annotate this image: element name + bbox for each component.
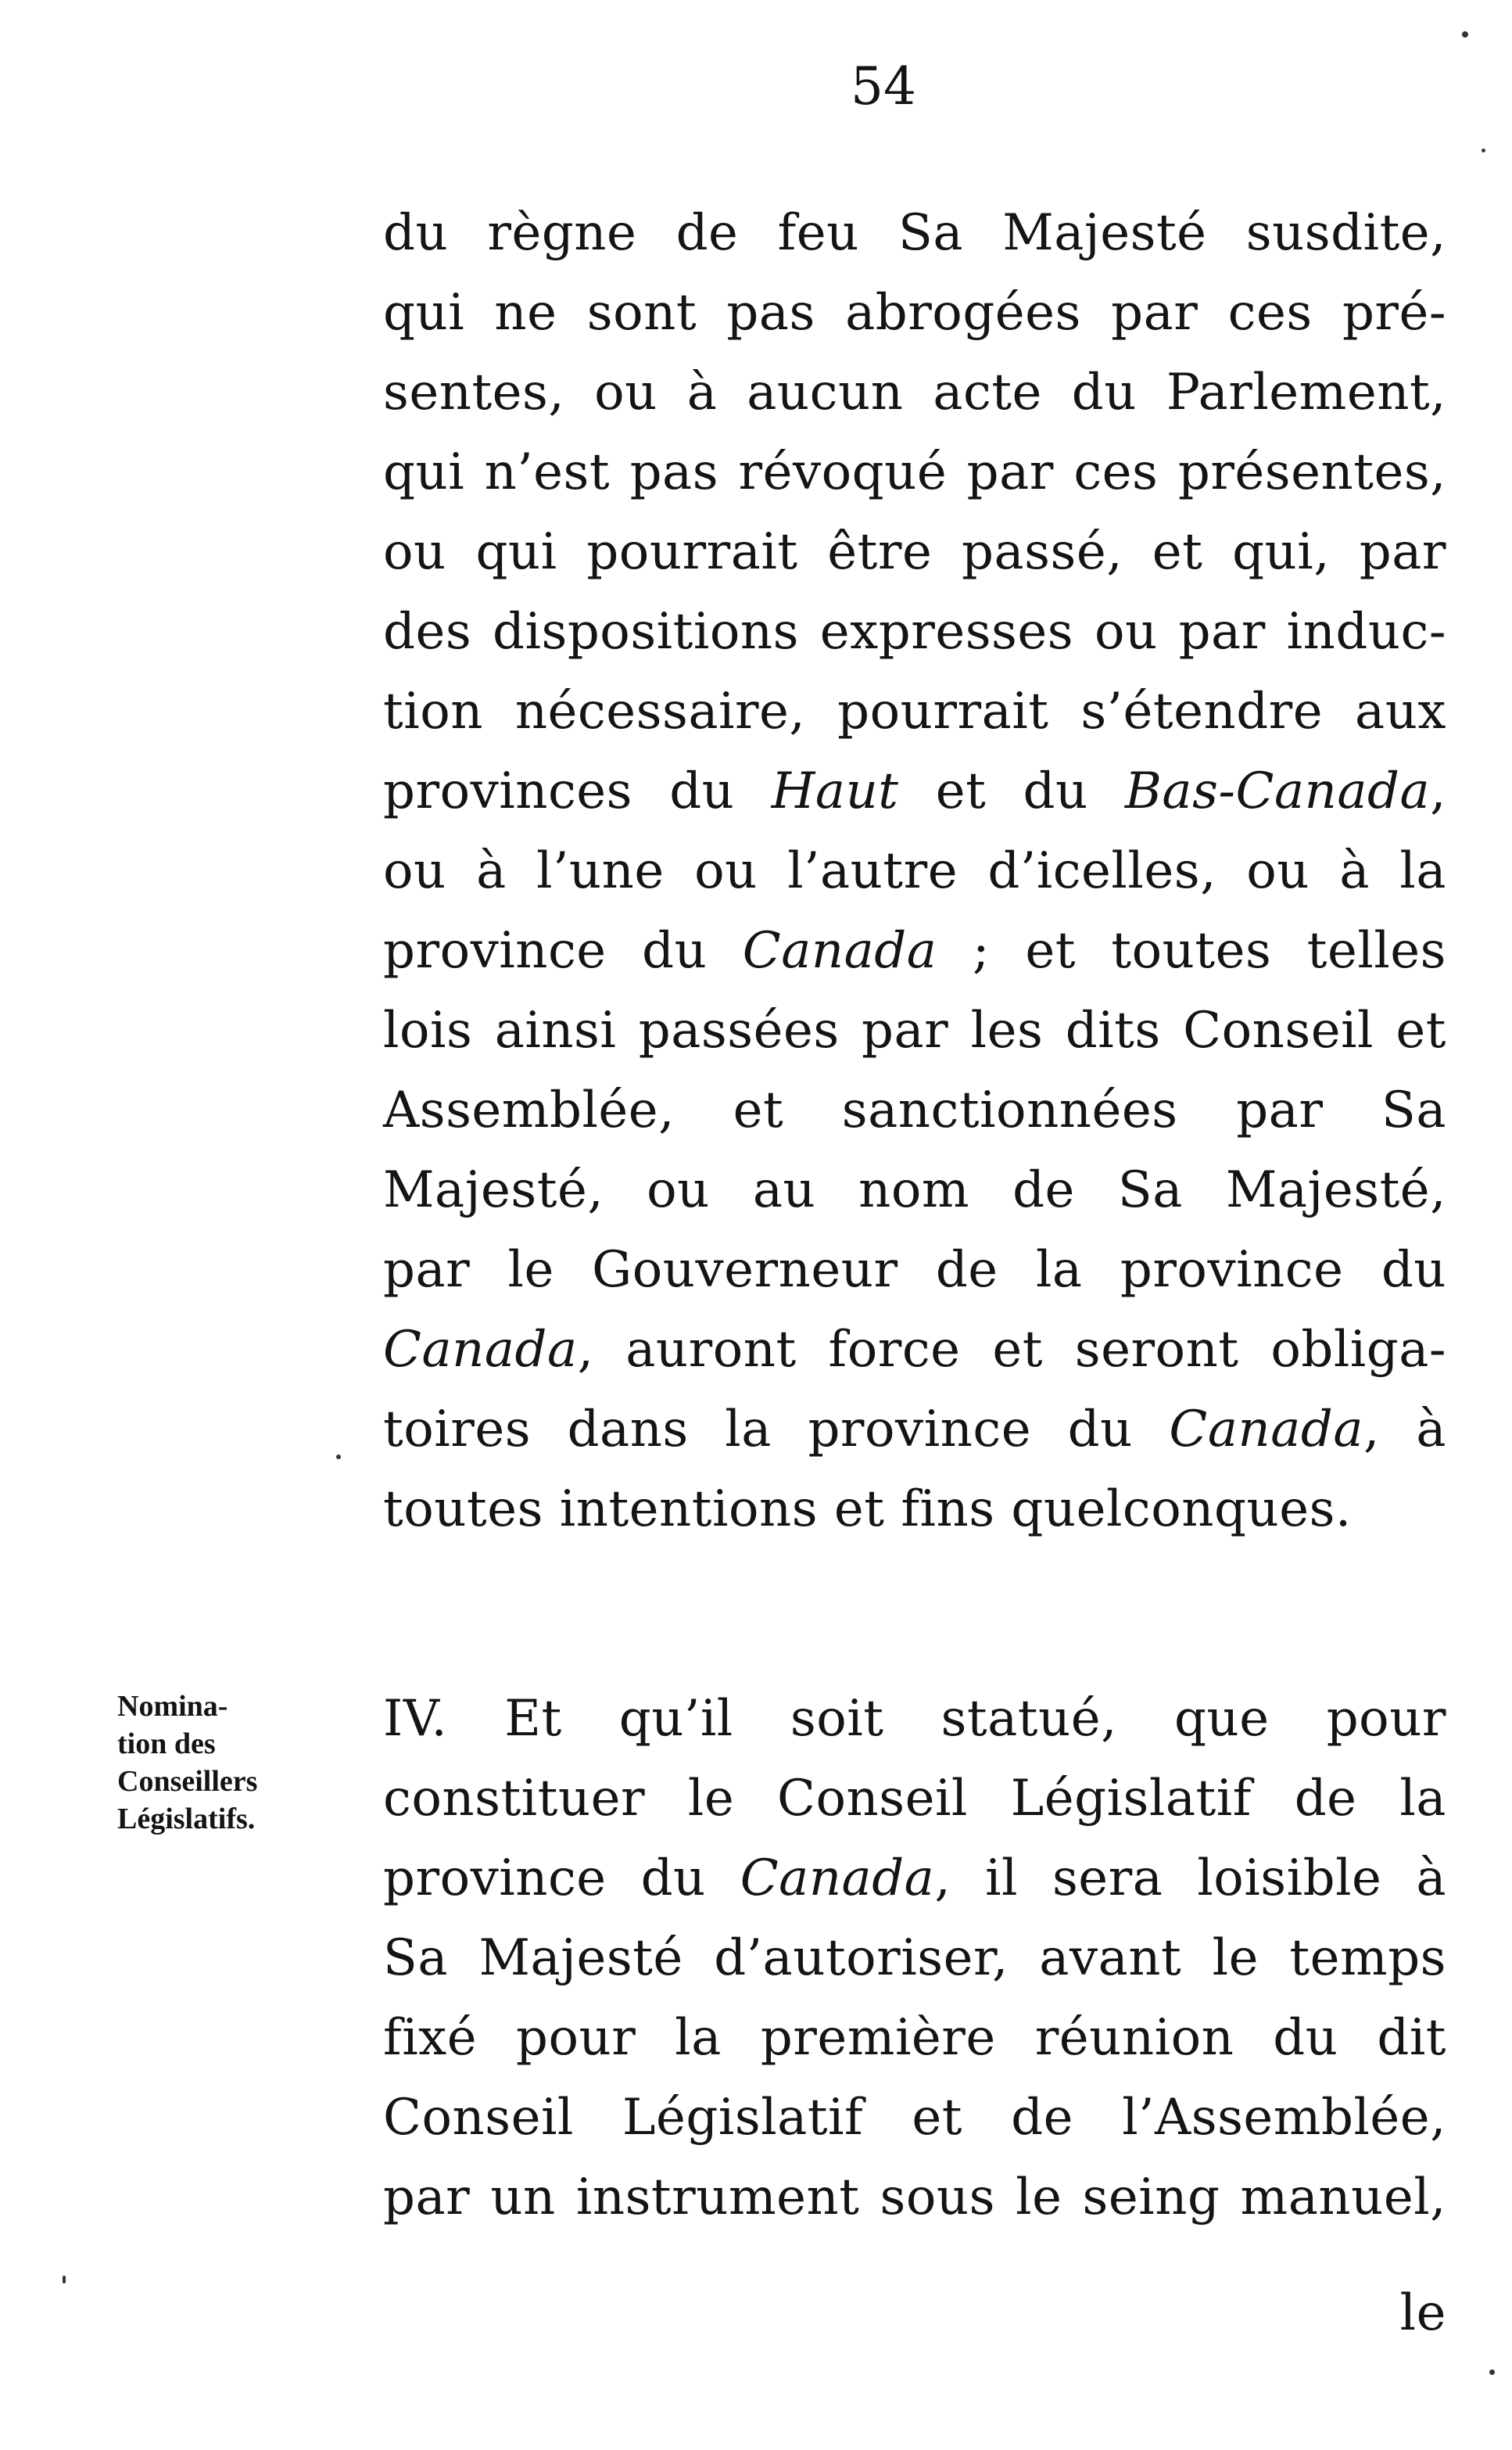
marginal-note-line: Nomina- [117, 1690, 228, 1723]
text-run: , auront force et seront obliga- [577, 1321, 1446, 1379]
text-run: qui n’est pas révoqué par ces présentes, [383, 443, 1446, 501]
text-run: toutes intentions et fins quelconques. [383, 1480, 1352, 1538]
paper-speck [1482, 149, 1485, 152]
text-line [383, 674, 1446, 749]
italic-text: Canada [742, 922, 937, 980]
marginal-note-line: tion des [117, 1727, 216, 1760]
text-line [383, 754, 1446, 829]
text-run: Sa Majesté d’autoriser, avant le temps [383, 1929, 1446, 1987]
text-run: IV. Et qu’il soit statué, que pour [383, 1690, 1446, 1748]
text-line [383, 435, 1446, 510]
paper-speck [63, 2276, 66, 2283]
text-run: toires dans la province du [383, 1401, 1170, 1458]
text-line [383, 1392, 1446, 1467]
text-run: Assemblée, et sanctionnées par Sa [383, 1082, 1446, 1139]
italic-text: Canada [740, 1849, 935, 1907]
text-run: ; et toutes telles [937, 922, 1446, 980]
text-run: , [1430, 762, 1447, 820]
text-run: qui ne sont pas abrogées par ces pré- [383, 284, 1446, 342]
text-line [383, 2160, 1446, 2235]
text-run: et du [898, 762, 1125, 820]
text-line [383, 913, 1446, 988]
text-line [383, 1153, 1446, 1228]
text-line [383, 1232, 1446, 1308]
italic-text: Bas-Canada [1124, 762, 1431, 820]
marginal-note [117, 1688, 383, 1838]
paper-speck [1489, 2369, 1495, 2375]
catchword: le [1399, 2284, 1446, 2342]
text-run: fixé pour la première réunion du dit [383, 2009, 1446, 2067]
text-line [383, 2080, 1446, 2155]
text-line [383, 355, 1446, 430]
text-run: tion nécessaire, pourrait s’étendre aux [383, 683, 1446, 741]
text-run: provinces du [383, 762, 772, 820]
text-line [383, 2000, 1446, 2075]
text-line [383, 275, 1446, 350]
text-line [383, 1312, 1446, 1387]
paper-speck [1462, 31, 1468, 38]
italic-text: Canada [383, 1321, 578, 1379]
text-line [383, 834, 1446, 909]
text-run: par un instrument sous le seing manuel, [383, 2168, 1446, 2226]
marginal-note-line: Conseillers [117, 1765, 258, 1798]
italic-text: Haut [771, 762, 899, 820]
text-run: constituer le Conseil Législatif de la [383, 1770, 1446, 1828]
text-run: , il sera loisible à [934, 1849, 1446, 1907]
text-line [383, 1921, 1446, 1996]
text-line [383, 1073, 1446, 1148]
text-run: , à [1363, 1401, 1446, 1458]
text-line [383, 1681, 1446, 1756]
italic-text: Canada [1169, 1401, 1363, 1458]
text-line [383, 515, 1446, 590]
text-run: Majesté, ou au nom de Sa Majesté, [383, 1161, 1446, 1219]
page-number: 54 [851, 56, 916, 117]
marginal-note-line: Législatifs. [117, 1803, 256, 1835]
text-run: ou à l’une ou l’autre d’icelles, ou à la [383, 842, 1446, 900]
text-run: par le Gouverneur de la province du [383, 1241, 1446, 1299]
text-line [383, 993, 1446, 1068]
text-run: ou qui pourrait être passé, et qui, par [383, 523, 1446, 581]
text-line [383, 1841, 1446, 1916]
text-run: des dispositions expresses ou par induc- [383, 603, 1446, 661]
text-run: du règne de feu Sa Majesté susdite, [383, 204, 1446, 262]
text-run: province du [383, 1849, 740, 1907]
text-run: sentes, ou à aucun acte du Parlement, [383, 364, 1446, 421]
text-line [383, 594, 1446, 669]
text-line [383, 1472, 1446, 1547]
text-run: province du [383, 922, 743, 980]
text-run: lois ainsi passées par les dits Conseil et [383, 1002, 1446, 1060]
text-line [383, 195, 1446, 271]
text-line [383, 1761, 1446, 1836]
text-run: Conseil Législatif et de l’Assemblée, [383, 2089, 1446, 2147]
paper-speck [336, 1455, 341, 1459]
